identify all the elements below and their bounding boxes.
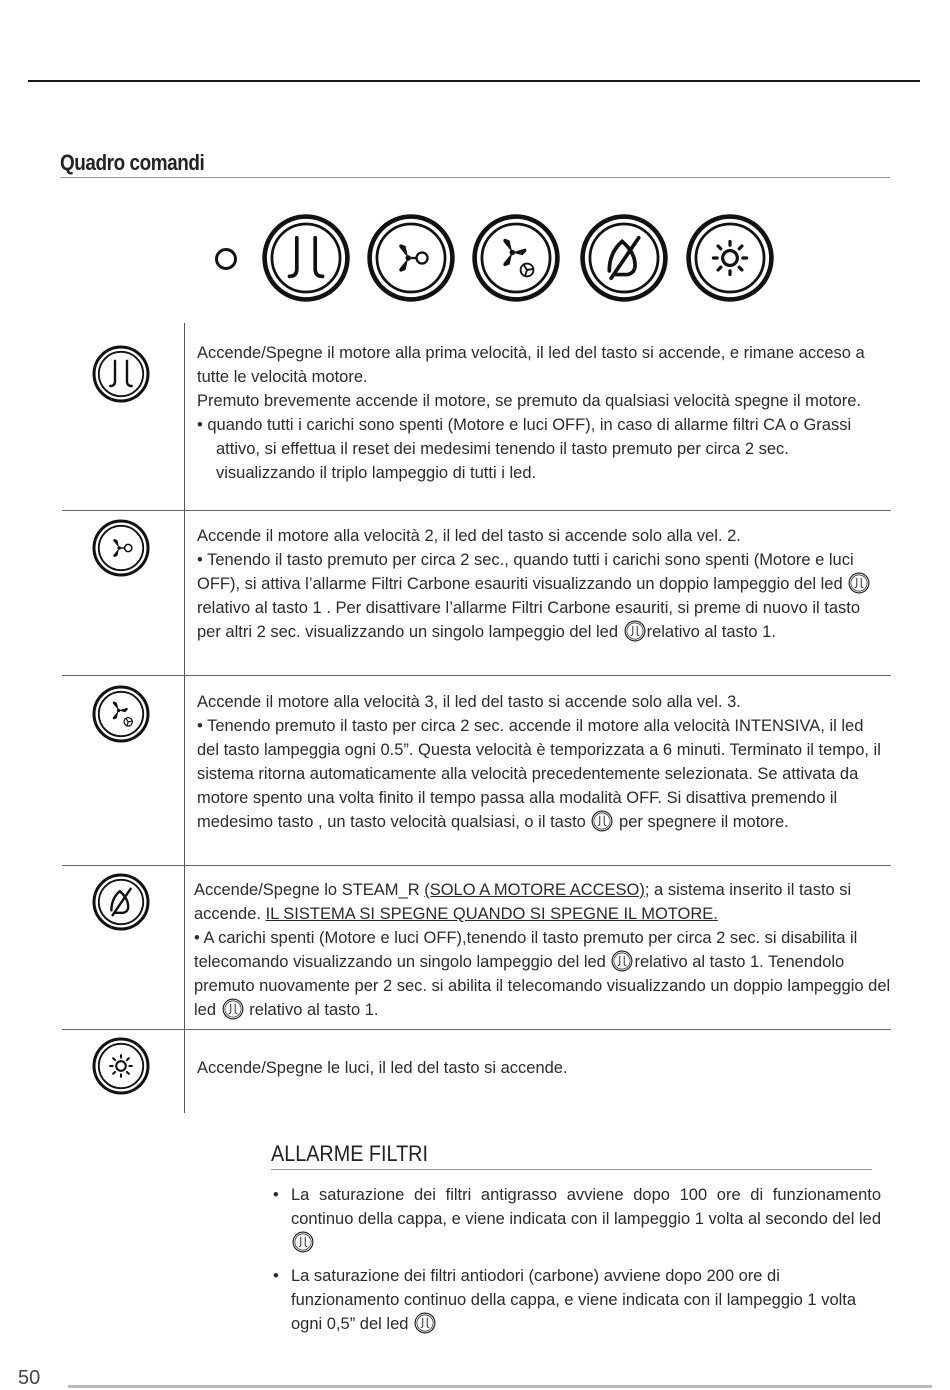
power-motor-icon[interactable] — [260, 212, 352, 304]
alarm-rule — [271, 1169, 872, 1170]
power-motor-icon — [91, 344, 151, 404]
row-text: relativo al tasto 1. Tenendolo premuto nuovamente per 2 sec. si abilita il telecomando visualizzando un doppio lampeggio del led — [194, 953, 891, 1019]
row-text-line: Accende il motore alla velocità 3, il led del tasto si accende solo alla vel. 3. — [197, 693, 741, 711]
row-text-underlined: (SOLO A MOTORE ACCESO) — [424, 881, 645, 899]
top-rule — [28, 80, 920, 82]
light-icon[interactable] — [684, 212, 776, 304]
row-divider — [62, 510, 891, 511]
page-number: 50 — [18, 1367, 41, 1389]
light-icon — [91, 1036, 151, 1096]
row-text: • Tenendo premuto il tasto per circa 2 sec. accende il motore alla velocità INTENSIVA, il led del tasto lampeggia ogni 0.5”. Questa velocità è temporizzata a 6 minuti. Terminato il tempo, il sistema ritorna automaticamente alla velocità precedentemente selezionata. Se attivata da motore spento una volta finito il tempo passa alla modalità OFF. Si disattiva premendo il medesimo tasto , un tasto velocità qualsiasi, o il tasto — [197, 717, 881, 831]
fan-speed-2-icon — [91, 518, 151, 578]
led-power-icon — [848, 572, 870, 594]
control-panel — [210, 210, 790, 310]
alarm-title: ALLARME FILTRI — [271, 1141, 428, 1166]
row-paragraph — [197, 548, 887, 644]
row-light-description — [197, 1056, 887, 1080]
panel-led-indicator — [215, 248, 237, 270]
row-text: • A carichi spenti (Motore e luci OFF),tenendo il tasto premuto per circa 2 sec. si disabilita il telecomando visualizzando un singolo lampeggio del led — [194, 929, 858, 971]
row-text: relativo al tasto 1 . Per disattivare l’allarme Filtri Carbone esauriti, si preme di nuovo il tasto per altri 2 sec. visualizzando un singolo lampeggio del led — [197, 599, 861, 641]
row-speed2-description — [197, 524, 887, 644]
row-text: • Tenendo il tasto premuto per circa 2 sec., quando tutti i carichi sono spenti (Motore e luci OFF), si attiva l’allarme Filtri Carbone esauriti visualizzando un doppio lampeggio del led — [197, 551, 854, 593]
row-paragraph — [197, 714, 887, 834]
led-power-icon — [222, 998, 244, 1020]
row-paragraph — [194, 878, 896, 926]
row-divider — [62, 1029, 891, 1030]
section-title: Quadro comandi — [60, 150, 205, 175]
row-divider — [62, 865, 891, 866]
alarm-list — [271, 1183, 881, 1345]
fan-speed-3-icon — [91, 684, 151, 744]
alarm-item-text: La saturazione dei filtri antiodori (carbone) avviene dopo 200 ore di funzionamento continuo della cappa, e viene indicata con il lampeggio 1 volta ogni 0,5” del led — [291, 1267, 857, 1333]
alarm-item-text: La saturazione dei filtri antigrasso avviene dopo 100 ore di funzionamento continuo della cappa, e viene indicata con il lampeggio 1 volta al secondo del led — [291, 1186, 881, 1228]
bottom-rule — [68, 1385, 932, 1388]
led-power-icon — [591, 810, 613, 832]
row-divider — [62, 675, 891, 676]
row-text-underlined: IL SISTEMA SI SPEGNE QUANDO SI SPEGNE IL MOTORE. — [265, 905, 718, 923]
alarm-item — [271, 1264, 881, 1336]
row-text-line: Premuto brevemente accende il motore, se premuto da qualsiasi velocità spegne il motore. — [197, 392, 862, 410]
row-paragraph — [194, 926, 896, 1022]
row-text: Accende/Spegne lo STEAM_R — [194, 881, 425, 899]
row-text: relativo al tasto 1. — [646, 623, 776, 641]
row-text-line: Accende/Spegne il motore alla prima velocità, il led del tasto si accende, e rimane acceso a tutte le velocità motore. — [197, 344, 865, 386]
row-text: ; a sistema inserito il tasto si accende. — [194, 881, 852, 923]
table-vertical-rule — [184, 323, 185, 1113]
led-power-icon — [624, 620, 646, 642]
fan-speed-3-icon[interactable] — [470, 212, 562, 304]
led-power-icon — [611, 950, 633, 972]
row-text: per spegnere il motore. — [614, 813, 789, 831]
title-rule — [60, 177, 890, 178]
fan-speed-2-icon[interactable] — [365, 212, 457, 304]
alarm-item — [271, 1183, 881, 1255]
row-text-line: Accende/Spegne le luci, il led del tasto si accende. — [197, 1059, 568, 1077]
steam-icon — [91, 872, 151, 932]
led-power-icon — [292, 1231, 314, 1253]
row-bullet: • quando tutti i carichi sono spenti (Motore e luci OFF), in caso di allarme filtri CA o Grassi attivo, si effettua il reset dei medesimi tenendo il tasto premuto per circa 2 sec. visualizzando il triplo lampeggio di tutti i led. — [197, 416, 852, 482]
row-text: relativo al tasto 1. — [244, 1001, 379, 1019]
row-text-line: Accende il motore alla velocità 2, il led del tasto si accende solo alla vel. 2. — [197, 527, 741, 545]
row-steam-description — [194, 878, 896, 1022]
steam-icon[interactable] — [578, 212, 670, 304]
led-power-icon — [414, 1312, 436, 1334]
row-power-description — [197, 341, 877, 485]
row-speed3-description — [197, 690, 887, 834]
